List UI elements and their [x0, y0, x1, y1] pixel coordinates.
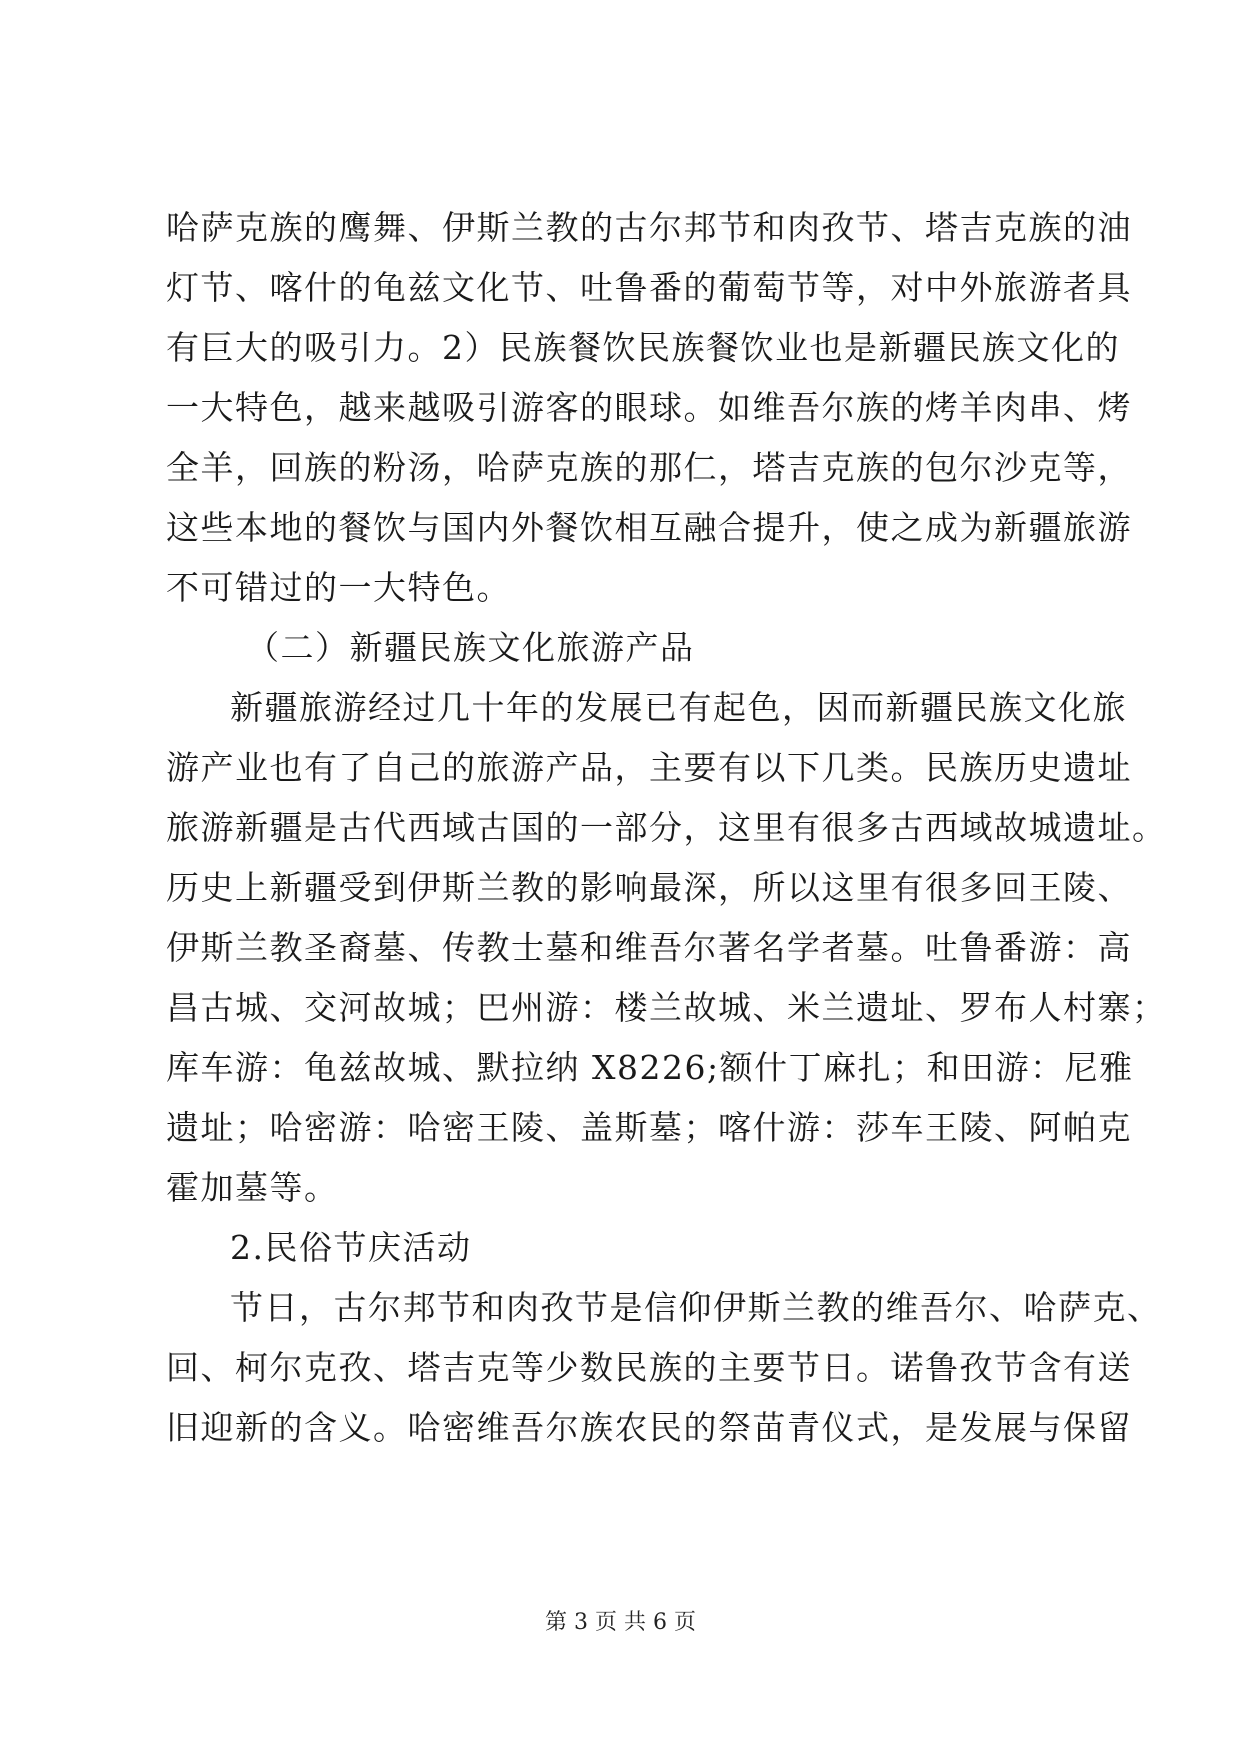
section-heading: （二）新疆民族文化旅游产品 — [246, 628, 695, 667]
body-text-line: 历史上新疆受到伊斯兰教的影响最深，所以这里有很多回王陵、 — [166, 868, 1132, 907]
body-text-line: 昌古城、交河故城；巴州游：楼兰故城、米兰遗址、罗布人村寨； — [166, 988, 1167, 1027]
body-text-line: 哈萨克族的鹰舞、伊斯兰教的古尔邦节和肉孜节、塔吉克族的油 — [166, 208, 1132, 247]
body-text-line: 不可错过的一大特色。 — [166, 568, 511, 607]
page-footer: 第 3 页 共 6 页 — [545, 1610, 696, 1635]
body-text-line: 这些本地的餐饮与国内外餐饮相互融合提升，使之成为新疆旅游 — [166, 508, 1132, 547]
body-text-line: 灯节、喀什的龟兹文化节、吐鲁番的葡萄节等，对中外旅游者具 — [166, 268, 1132, 307]
body-text-line: 新疆旅游经过几十年的发展已有起色，因而新疆民族文化旅 — [230, 688, 1127, 727]
body-text-line: 全羊，回族的粉汤，哈萨克族的那仁，塔吉克族的包尔沙克等， — [166, 448, 1132, 487]
body-text-line: 旅游新疆是古代西域古国的一部分，这里有很多古西域故城遗址。 — [166, 808, 1167, 847]
body-text-line: 有巨大的吸引力。2）民族餐饮民族餐饮业也是新疆民族文化的 — [166, 328, 1120, 367]
section-heading: 2.民俗节庆活动 — [230, 1228, 472, 1267]
body-text-line: 霍加墓等。 — [166, 1168, 339, 1207]
body-text-line: 库车游：龟兹故城、默拉纳 X8226;额什丁麻扎；和田游：尼雅 — [166, 1048, 1134, 1087]
body-text-line: 遗址；哈密游：哈密王陵、盖斯墓；喀什游：莎车王陵、阿帕克 — [166, 1108, 1132, 1147]
body-text-line: 回、柯尔克孜、塔吉克等少数民族的主要节日。诺鲁孜节含有送 — [166, 1348, 1132, 1387]
body-text-line: 游产业也有了自己的旅游产品，主要有以下几类。民族历史遗址 — [166, 748, 1132, 787]
body-text-line: 节日，古尔邦节和肉孜节是信仰伊斯兰教的维吾尔、哈萨克、 — [230, 1288, 1162, 1327]
body-text-line: 旧迎新的含义。哈密维吾尔族农民的祭苗青仪式，是发展与保留 — [166, 1408, 1132, 1447]
body-text-line: 伊斯兰教圣裔墓、传教士墓和维吾尔著名学者墓。吐鲁番游：高 — [166, 928, 1132, 967]
body-text-line: 一大特色，越来越吸引游客的眼球。如维吾尔族的烤羊肉串、烤 — [166, 388, 1132, 427]
